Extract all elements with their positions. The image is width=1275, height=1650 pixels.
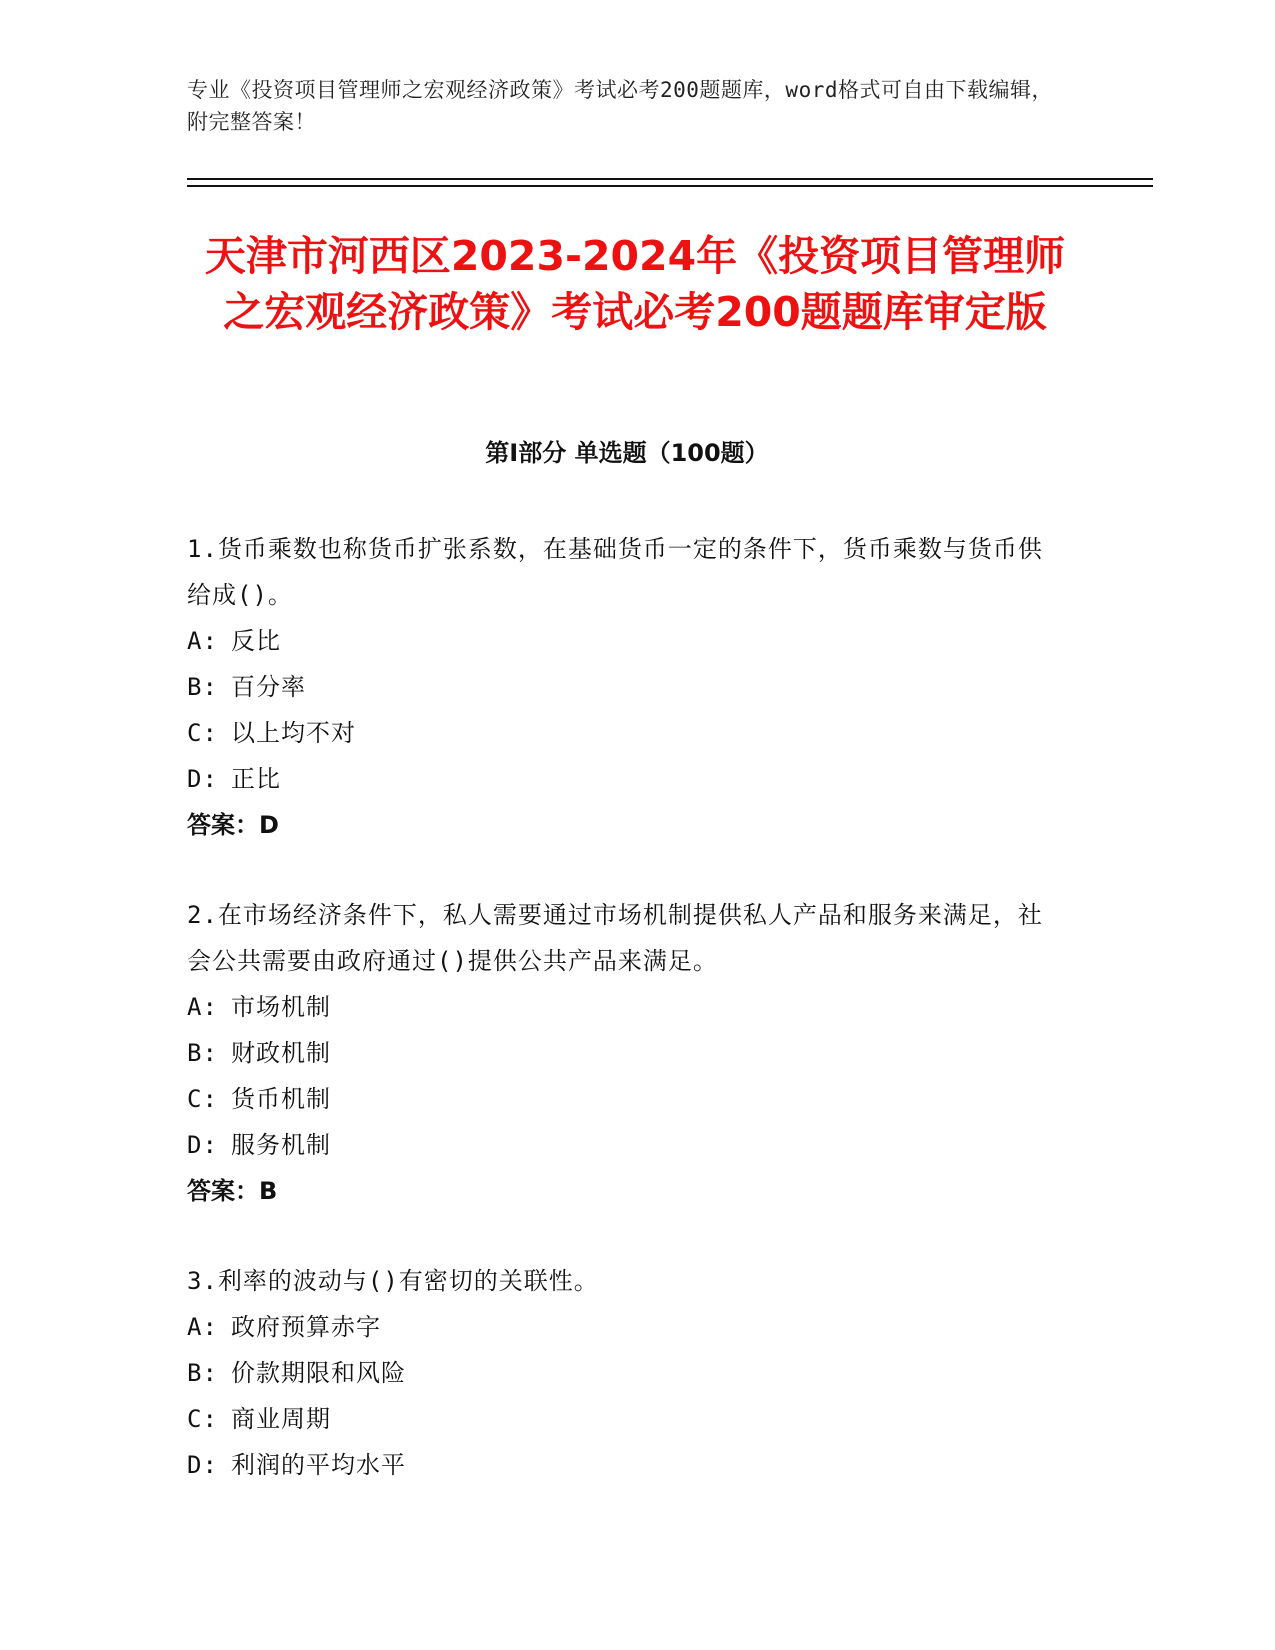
document-title: 天津市河西区2023-2024年《投资项目管理师之宏观经济政策》考试必考200题题库审定版	[204, 232, 1066, 336]
question-stem: 1.货币乘数也称货币扩张系数，在基础货币一定的条件下，货币乘数与货币供给成()。	[187, 535, 1043, 609]
answer-line: 答案：B	[187, 1177, 278, 1205]
option-a	[187, 1304, 1067, 1350]
header-divider-bottom	[187, 185, 1153, 187]
option-letter: C:	[187, 1085, 218, 1113]
option-text: 货币机制	[231, 1085, 331, 1113]
option-letter: C:	[187, 719, 218, 747]
option-letter: B:	[187, 673, 218, 701]
option-c	[187, 710, 1067, 756]
question-stem: 3.利率的波动与()有密切的关联性。	[187, 1267, 599, 1295]
question-1	[187, 526, 1067, 848]
option-d	[187, 756, 1067, 802]
question-list	[187, 526, 1067, 1532]
option-letter: D:	[187, 1131, 218, 1159]
option-b	[187, 1030, 1067, 1076]
option-text: 财政机制	[231, 1039, 331, 1067]
option-a	[187, 984, 1067, 1030]
option-letter: C:	[187, 1405, 218, 1433]
option-letter: A:	[187, 1313, 218, 1341]
option-c	[187, 1076, 1067, 1122]
question-3	[187, 1258, 1067, 1488]
option-text: 以上均不对	[231, 719, 356, 747]
option-letter: D:	[187, 1451, 218, 1479]
option-letter: D:	[187, 765, 218, 793]
option-text: 正比	[231, 765, 281, 793]
header-divider-top	[187, 178, 1153, 180]
option-text: 政府预算赤字	[231, 1313, 381, 1341]
answer-line: 答案：D	[187, 811, 279, 839]
option-b	[187, 1350, 1067, 1396]
option-letter: A:	[187, 993, 218, 1021]
question-stem: 2.在市场经济条件下，私人需要通过市场机制提供私人产品和服务来满足，社会公共需要由政府通过()提供公共产品来满足。	[187, 901, 1043, 975]
question-2	[187, 892, 1067, 1214]
option-d	[187, 1442, 1067, 1488]
option-c	[187, 1396, 1067, 1442]
option-text: 反比	[231, 627, 281, 655]
header-note: 专业《投资项目管理师之宏观经济政策》考试必考200题题库，word格式可自由下载编辑，附完整答案！	[187, 78, 1053, 134]
option-text: 利润的平均水平	[231, 1451, 406, 1479]
option-text: 商业周期	[231, 1405, 331, 1433]
option-text: 市场机制	[231, 993, 331, 1021]
option-letter: B:	[187, 1039, 218, 1067]
option-b	[187, 664, 1067, 710]
option-text: 价款期限和风险	[231, 1359, 406, 1387]
option-text: 服务机制	[231, 1131, 331, 1159]
option-a	[187, 618, 1067, 664]
section-heading: 第I部分 单选题（100题）	[485, 439, 769, 467]
option-letter: A:	[187, 627, 218, 655]
option-d	[187, 1122, 1067, 1168]
option-letter: B:	[187, 1359, 218, 1387]
option-text: 百分率	[231, 673, 306, 701]
